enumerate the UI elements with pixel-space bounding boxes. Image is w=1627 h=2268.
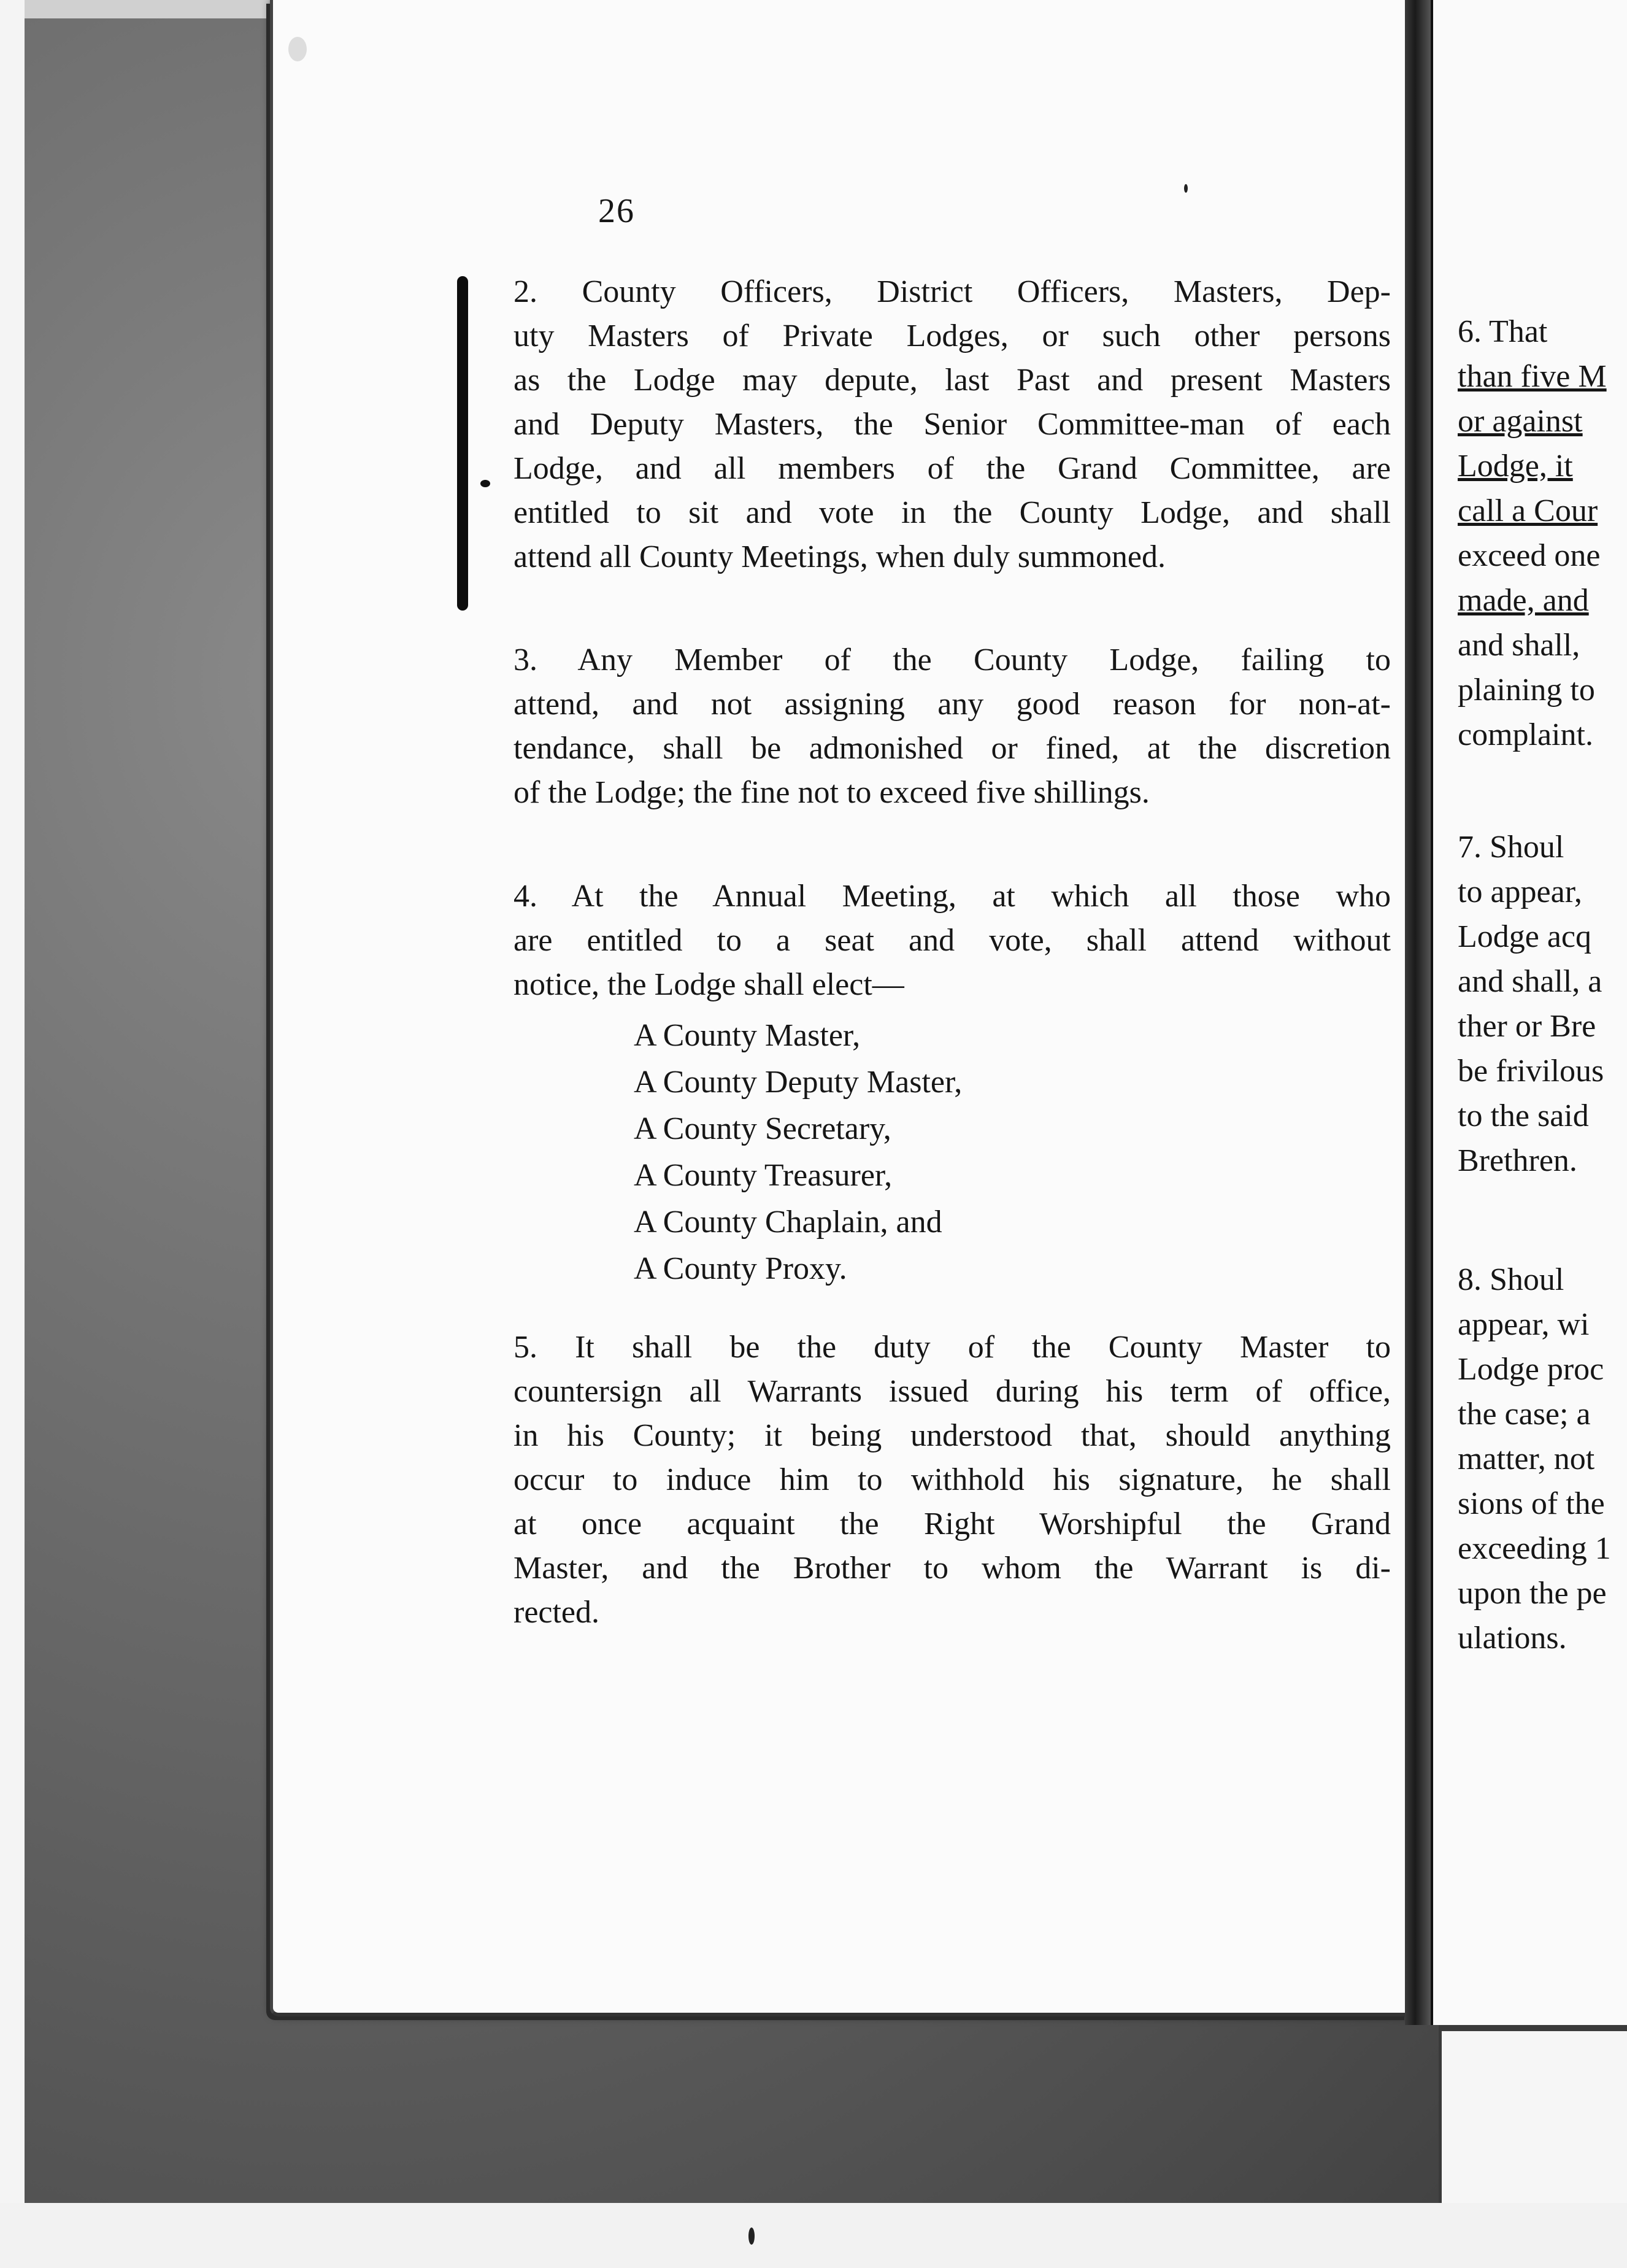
text-line: notice, the Lodge shall elect— — [513, 967, 904, 1002]
text-line: Brethren. — [1458, 1143, 1577, 1178]
text-line: call a Cour — [1458, 493, 1598, 528]
text-line: at once acquaint the Right Worshipful the Grand — [513, 1506, 1391, 1541]
text-line: plaining to — [1458, 673, 1595, 708]
text-line: Lodge, it — [1458, 449, 1573, 484]
text-line: Lodge, and all members of the Grand Committee, are — [513, 451, 1391, 486]
text-line: than five M — [1458, 359, 1607, 394]
text-line: upon the pe — [1458, 1576, 1607, 1611]
text-line: as the Lodge may depute, last Past and present Masters — [513, 363, 1391, 398]
text-line: occur to induce him to withhold his signature, he shall — [513, 1462, 1391, 1497]
list-item: A County Deputy Master, — [634, 1065, 963, 1100]
left-page — [270, 0, 1408, 2016]
text-line: to appear, — [1458, 874, 1582, 909]
paragraph-3 — [513, 638, 1391, 815]
text-line: be frivilous — [1458, 1054, 1604, 1089]
text-line: ther or Bre — [1458, 1009, 1596, 1044]
list-item: A County Secretary, — [634, 1111, 891, 1146]
text-line: in his County; it being understood that, should anything — [513, 1418, 1391, 1453]
scan-speck — [1184, 184, 1188, 193]
text-line: Lodge acq — [1458, 919, 1592, 954]
text-line: 8. Shoul — [1458, 1262, 1564, 1297]
text-line: and Deputy Masters, the Senior Committee-man of each — [513, 407, 1391, 442]
text-line: uty Masters of Private Lodges, or such other persons — [513, 318, 1391, 353]
text-line: tendance, shall be admonished or fined, at the discretion — [513, 731, 1391, 766]
text-line: 6. That — [1458, 314, 1548, 349]
margin-marking-dot — [480, 480, 490, 487]
book-gutter — [1405, 0, 1431, 2025]
text-line: 4. At the Annual Meeting, at which all those who — [513, 879, 1391, 914]
text-line: of the Lodge; the fine not to exceed five shillings. — [513, 775, 1150, 810]
list-item: A County Treasurer, — [634, 1158, 893, 1193]
text-line: to the said — [1458, 1098, 1589, 1133]
list-item: A County Chaplain, and — [634, 1205, 942, 1240]
text-line: 5. It shall be the duty of the County Master to — [513, 1330, 1391, 1365]
text-line: made, and — [1458, 583, 1589, 618]
text-line: 7. Shoul — [1458, 830, 1564, 865]
list-item: A County Master, — [634, 1018, 861, 1053]
text-line: 2. County Officers, District Officers, Masters, Dep- — [513, 274, 1391, 309]
text-line: Master, and the Brother to whom the Warrant is di- — [513, 1551, 1391, 1586]
right-page-fragment — [1431, 0, 1627, 2025]
paragraph-4 — [513, 874, 1391, 1007]
list-item: A County Proxy. — [634, 1251, 847, 1286]
text-line: exceed one — [1458, 538, 1601, 573]
text-line: attend all County Meetings, when duly summoned. — [513, 539, 1166, 574]
paragraph-2 — [513, 270, 1391, 579]
text-line: matter, not — [1458, 1441, 1595, 1476]
text-line: rected. — [513, 1595, 600, 1630]
text-line: or against — [1458, 404, 1583, 439]
scan-speck — [748, 2228, 755, 2245]
text-line: countersign all Warrants issued during his term of office, — [513, 1374, 1391, 1409]
text-line: sions of the — [1458, 1486, 1605, 1521]
margin-marking-bar — [457, 276, 468, 611]
text-line: ulations. — [1458, 1621, 1567, 1656]
text-line: are entitled to a seat and vote, shall attend without — [513, 923, 1391, 958]
text-line: the case; a — [1458, 1397, 1591, 1432]
text-line: and shall, a — [1458, 964, 1602, 999]
text-line: Lodge proc — [1458, 1352, 1604, 1387]
text-line: complaint. — [1458, 717, 1593, 752]
text-line: attend, and not assigning any good reason for non-at- — [513, 687, 1391, 722]
page-number: 26 — [598, 192, 635, 230]
text-line: 3. Any Member of the County Lodge, failing to — [513, 642, 1391, 677]
officer-list — [634, 1012, 962, 1292]
scan-left-margin — [0, 0, 25, 2268]
scan-bottom-margin — [0, 2203, 1627, 2268]
text-line: exceeding 1 — [1458, 1531, 1611, 1566]
scan-speck — [288, 37, 307, 61]
paragraph-5 — [513, 1325, 1391, 1635]
text-line: entitled to sit and vote in the County Lodge, and shall — [513, 495, 1391, 530]
text-line: and shall, — [1458, 628, 1580, 663]
scan-right-lower-paper — [1442, 2031, 1627, 2203]
text-line: appear, wi — [1458, 1307, 1590, 1342]
